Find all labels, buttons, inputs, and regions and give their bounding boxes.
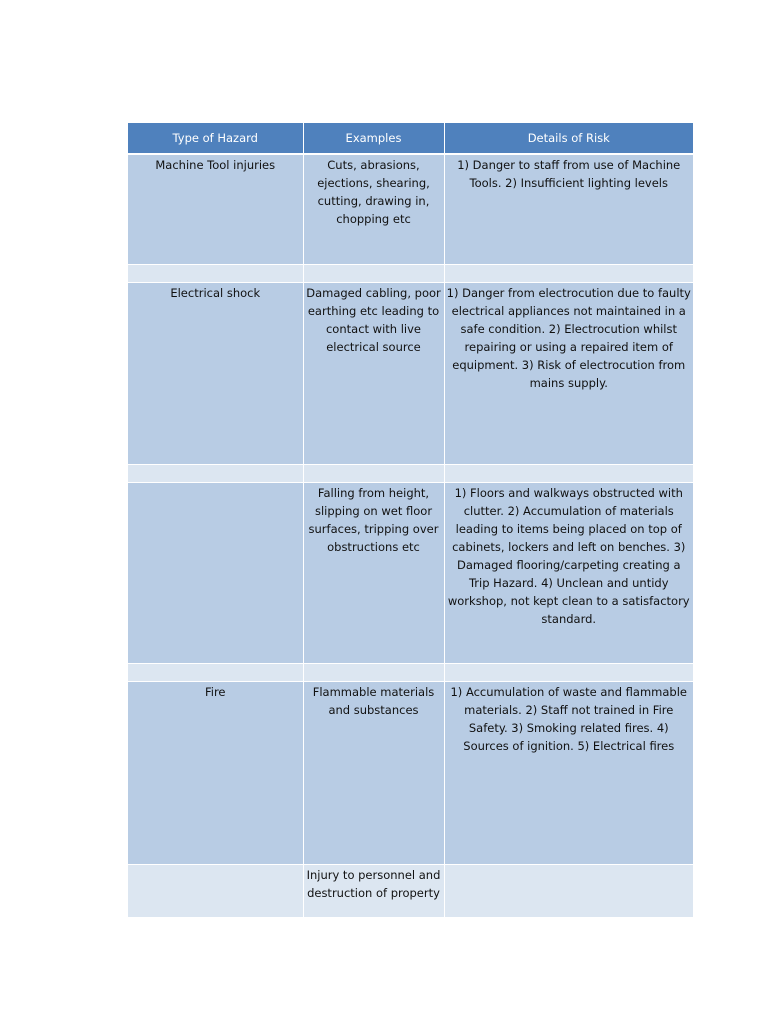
hazard-risk-table [128,123,693,918]
hazard-type-cell: Electrical shock [128,282,303,464]
header-type-of-hazard: Type of Hazard [128,123,303,154]
hazard-type-cell [128,864,303,917]
table-row [128,282,693,464]
details-cell: 1) Danger to staff from use of Machine Tools. 2) Insufficient lighting levels [444,154,693,264]
hazard-type-cell: Fire [128,681,303,864]
header-details-of-risk: Details of Risk [444,123,693,154]
details-cell: 1) Floors and walkways obstructed with clutter. 2) Accumulation of materials leading to items being placed on top of cabinets, lockers and left on benches. 3) Damaged flooring/carpeting creating a Trip Hazard. 4) Unclean and untidy workshop, not kept clean to a satisfactory standard. [444,482,693,663]
header-examples: Examples [303,123,444,154]
hazard-type-cell: Machine Tool injuries [128,154,303,264]
examples-cell: Damaged cabling, poor earthing etc leading to contact with live electrical source [303,282,444,464]
table-spacer-row [128,264,693,282]
table-row [128,681,693,864]
table-row [128,482,693,663]
examples-cell: Falling from height, slipping on wet floor surfaces, tripping over obstructions etc [303,482,444,663]
table-spacer-row [128,663,693,681]
table-header-row [128,123,693,154]
details-cell: 1) Danger from electrocution due to faulty electrical appliances not maintained in a safe condition. 2) Electrocution whilst repairing or using a repaired item of equipment. 3) Risk of electrocution from mains supply. [444,282,693,464]
examples-cell: Injury to personnel and destruction of property [303,864,444,917]
details-cell: 1) Accumulation of waste and flammable materials. 2) Staff not trained in Fire Safety. 3) Smoking related fires. 4) Sources of ignition. 5) Electrical fires [444,681,693,864]
examples-cell: Cuts, abrasions, ejections, shearing, cutting, drawing in, chopping etc [303,154,444,264]
hazard-type-cell [128,482,303,663]
examples-cell: Flammable materials and substances [303,681,444,864]
table-row [128,864,693,917]
table-row [128,154,693,264]
details-cell [444,864,693,917]
table-spacer-row [128,464,693,482]
